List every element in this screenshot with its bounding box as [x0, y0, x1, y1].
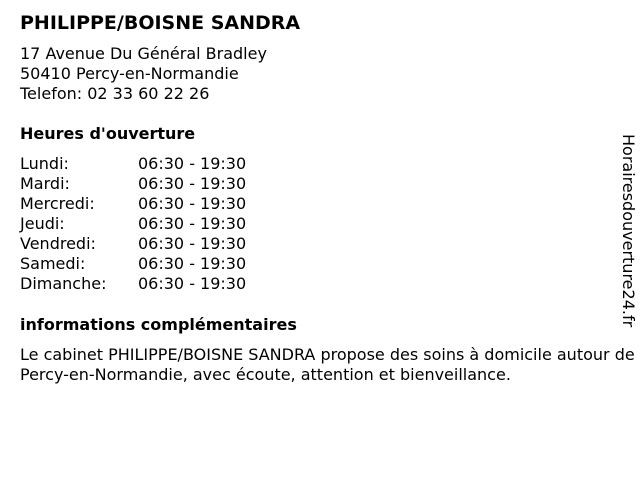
- city-postal: 50410 Percy-en-Normandie: [20, 64, 239, 83]
- time-range: 06:30 - 19:30: [138, 254, 247, 273]
- address-block: [20, 44, 267, 104]
- hours-row: [20, 194, 246, 214]
- hours-row: [20, 234, 246, 254]
- time-range: 06:30 - 19:30: [138, 174, 247, 193]
- hours-row: [20, 274, 246, 294]
- time-range: 06:30 - 19:30: [138, 274, 247, 293]
- opening-hours-heading: Heures d'ouverture: [20, 124, 196, 143]
- hours-row: [20, 154, 246, 174]
- day-label: Dimanche:: [20, 274, 107, 293]
- street-address: 17 Avenue Du Général Bradley: [20, 44, 267, 63]
- time-range: 06:30 - 19:30: [138, 154, 247, 173]
- page-title: PHILIPPE/BOISNE SANDRA: [20, 12, 301, 34]
- phone-number[interactable]: Telefon: 02 33 60 22 26: [20, 84, 210, 103]
- day-label: Vendredi:: [20, 234, 96, 253]
- site-watermark: Horairesdouverture24.fr: [619, 134, 638, 328]
- day-label: Samedi:: [20, 254, 86, 273]
- time-range: 06:30 - 19:30: [138, 234, 247, 253]
- time-range: 06:30 - 19:30: [138, 194, 247, 213]
- hours-row: [20, 254, 246, 274]
- hours-row: [20, 214, 246, 234]
- day-label: Mercredi:: [20, 194, 95, 213]
- day-label: Jeudi:: [20, 214, 65, 233]
- opening-hours-table: [20, 154, 246, 294]
- additional-info-heading: informations complémentaires: [20, 315, 297, 334]
- hours-row: [20, 174, 246, 194]
- additional-info-text: Le cabinet PHILIPPE/BOISNE SANDRA propose des soins à domicile autour de Percy-en-Normandie, avec écoute, attention et bienveillance.: [20, 345, 635, 384]
- day-label: Lundi:: [20, 154, 69, 173]
- day-label: Mardi:: [20, 174, 70, 193]
- time-range: 06:30 - 19:30: [138, 214, 247, 233]
